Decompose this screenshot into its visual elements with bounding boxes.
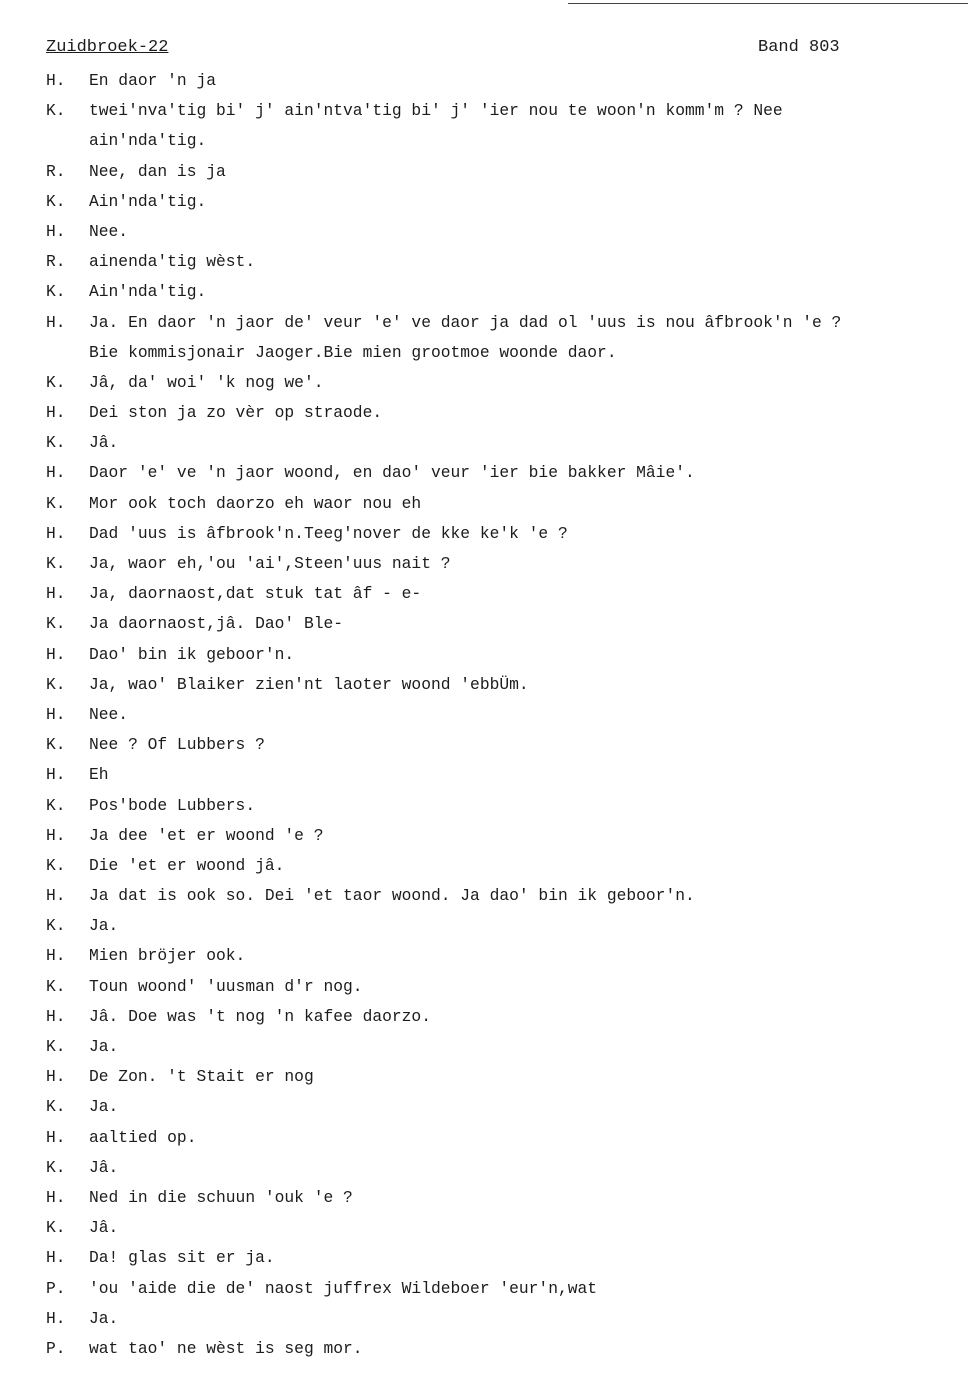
speaker-label: H. [46,312,66,332]
speaker-label: H. [46,644,66,664]
speaker-label: K. [46,433,66,453]
transcript-line [46,1032,926,1062]
transcript [46,66,926,1364]
speaker-label: K. [46,976,66,996]
utterance-text: Jâ. Doe was 't nog 'n kafee daorzo. [89,1006,431,1026]
speaker-label: K. [46,191,66,211]
utterance-text: Jâ, da' woi' 'k nog we'. [89,372,324,392]
transcript-line [46,760,926,790]
speaker-label: H. [46,765,66,785]
utterance-text: Mien bröjer ook. [89,946,246,966]
transcript-line [46,1002,926,1032]
transcript-line [46,670,926,700]
page-header-band: Band 803 [758,38,840,57]
speaker-label: H. [46,946,66,966]
transcript-line [46,247,926,277]
utterance-text: ainenda'tig wèst. [89,252,256,272]
transcript-line [46,1304,926,1334]
speaker-label: H. [46,1127,66,1147]
utterance-text: Jâ. [89,1157,119,1177]
speaker-label: K. [46,282,66,302]
transcript-line [46,1213,926,1243]
utterance-text: Pos'bode Lubbers. [89,795,256,815]
transcript-line [46,700,926,730]
speaker-label: K. [46,493,66,513]
speaker-label: K. [46,916,66,936]
transcript-line [46,579,926,609]
transcript-line [46,1274,926,1304]
speaker-label: K. [46,674,66,694]
transcript-line [46,458,926,488]
speaker-label: H. [46,1308,66,1328]
utterance-text: Ja. [89,1097,119,1117]
utterance-text: De Zon. 't Stait er nog [89,1067,314,1087]
utterance-text: Nee, dan is ja [89,161,226,181]
utterance-text: Ned in die schuun 'ouk 'e ? [89,1187,353,1207]
utterance-text: Ja, wao' Blaiker zien'nt laoter woond 'ebbÜm. [89,674,529,694]
speaker-label: H. [46,71,66,90]
utterance-text: Toun woond' 'uusman d'r nog. [89,976,363,996]
speaker-label: H. [46,1067,66,1087]
utterance-text: wat tao' ne wèst is seg mor. [89,1338,363,1358]
utterance-text: 'ou 'aide die de' naost juffrex Wildeboer 'eur'n,wat [89,1278,598,1298]
utterance-text: Dao' bin ik geboor'n. [89,644,295,664]
utterance-text: Nee. [89,704,129,724]
transcript-line [46,1153,926,1183]
transcript-line [46,398,926,428]
speaker-label: K. [46,1157,66,1177]
speaker-label: K. [46,614,66,634]
utterance-text: Ja. [89,916,119,936]
utterance-text: Ain'nda'tig. [89,282,207,302]
utterance-text: Bie kommisjonair Jaoger.Bie mien grootmoe woonde daor. [89,342,617,362]
utterance-text: Ain'nda'tig. [89,191,207,211]
utterance-text: Nee ? Of Lubbers ? [89,735,265,755]
transcript-line [46,730,926,760]
utterance-text: Ja. [89,1308,119,1328]
transcript-line [46,66,926,96]
speaker-label: H. [46,221,66,241]
transcript-line [46,791,926,821]
utterance-text: Ja, daornaost,dat stuk tat âf - e- [89,584,422,604]
speaker-label: H. [46,463,66,483]
utterance-text: Nee. [89,221,129,241]
transcript-line [46,277,926,307]
transcript-line [46,549,926,579]
transcript-line [46,1062,926,1092]
utterance-text: Jâ. [89,433,119,453]
transcript-line [46,911,926,941]
utterance-text: En daor 'n ja [89,71,217,90]
transcript-line [46,1334,926,1364]
speaker-label: H. [46,403,66,423]
transcript-line [46,881,926,911]
speaker-label: H. [46,1006,66,1026]
utterance-text: Da! glas sit er ja. [89,1248,275,1268]
speaker-label: K. [46,1097,66,1117]
transcript-line [46,640,926,670]
utterance-text: Ja dat is ook so. Dei 'et taor woond. Ja dao' bin ik geboor'n. [89,886,695,906]
speaker-label: R. [46,252,66,272]
top-rule [568,3,968,4]
speaker-label: K. [46,101,66,121]
transcript-line [46,126,926,156]
speaker-label: K. [46,1037,66,1056]
speaker-label: H. [46,886,66,906]
utterance-text: Ja. [89,1037,119,1056]
transcript-line [46,338,926,368]
transcript-line [46,609,926,639]
utterance-text: Die 'et er woond jâ. [89,855,285,875]
utterance-text: Mor ook toch daorzo eh waor nou eh [89,493,422,513]
utterance-text: aaltied op. [89,1127,197,1147]
transcript-line [46,187,926,217]
speaker-label: K. [46,372,66,392]
transcript-line [46,428,926,458]
speaker-label: K. [46,795,66,815]
speaker-label: H. [46,825,66,845]
transcript-line [46,941,926,971]
speaker-label: P. [46,1338,66,1358]
transcript-line [46,1183,926,1213]
utterance-text: Jâ. [89,1218,119,1238]
transcript-line [46,157,926,187]
transcript-line [46,851,926,881]
transcript-line [46,96,926,126]
utterance-text: twei'nva'tig bi' j' ain'ntva'tig bi' j' 'ier nou te woon'n komm'm ? Nee [89,101,783,121]
transcript-line [46,1092,926,1122]
utterance-text: Ja dee 'et er woond 'e ? [89,825,324,845]
speaker-label: K. [46,855,66,875]
utterance-text: Dei ston ja zo vèr op straode. [89,403,383,423]
transcript-line [46,1243,926,1273]
transcript-line [46,217,926,247]
utterance-text: Daor 'e' ve 'n jaor woond, en dao' veur 'ier bie bakker Mâie'. [89,463,695,483]
transcript-line [46,972,926,1002]
speaker-label: H. [46,584,66,604]
transcript-line [46,308,926,338]
speaker-label: H. [46,1248,66,1268]
speaker-label: H. [46,523,66,543]
utterance-text: Dad 'uus is âfbrook'n.Teeg'nover de kke ke'k 'e ? [89,523,568,543]
transcript-line [46,519,926,549]
speaker-label: H. [46,1187,66,1207]
transcript-line [46,1123,926,1153]
utterance-text: ain'nda'tig. [89,131,207,151]
utterance-text: Ja, waor eh,'ou 'ai',Steen'uus nait ? [89,554,451,573]
speaker-label: K. [46,1218,66,1238]
speaker-label: P. [46,1278,66,1298]
utterance-text: Eh [89,765,109,785]
speaker-label: H. [46,704,66,724]
utterance-text: Ja daornaost,jâ. Dao' Ble- [89,614,344,634]
speaker-label: K. [46,554,66,573]
transcript-line [46,368,926,398]
speaker-label: R. [46,161,66,181]
utterance-text: Ja. En daor 'n jaor de' veur 'e' ve daor ja dad ol 'uus is nou âfbrook'n 'e ? [89,312,842,332]
speaker-label: K. [46,735,66,755]
transcript-line [46,489,926,519]
page-header-location: Zuidbroek-22 [46,38,169,57]
transcript-line [46,821,926,851]
